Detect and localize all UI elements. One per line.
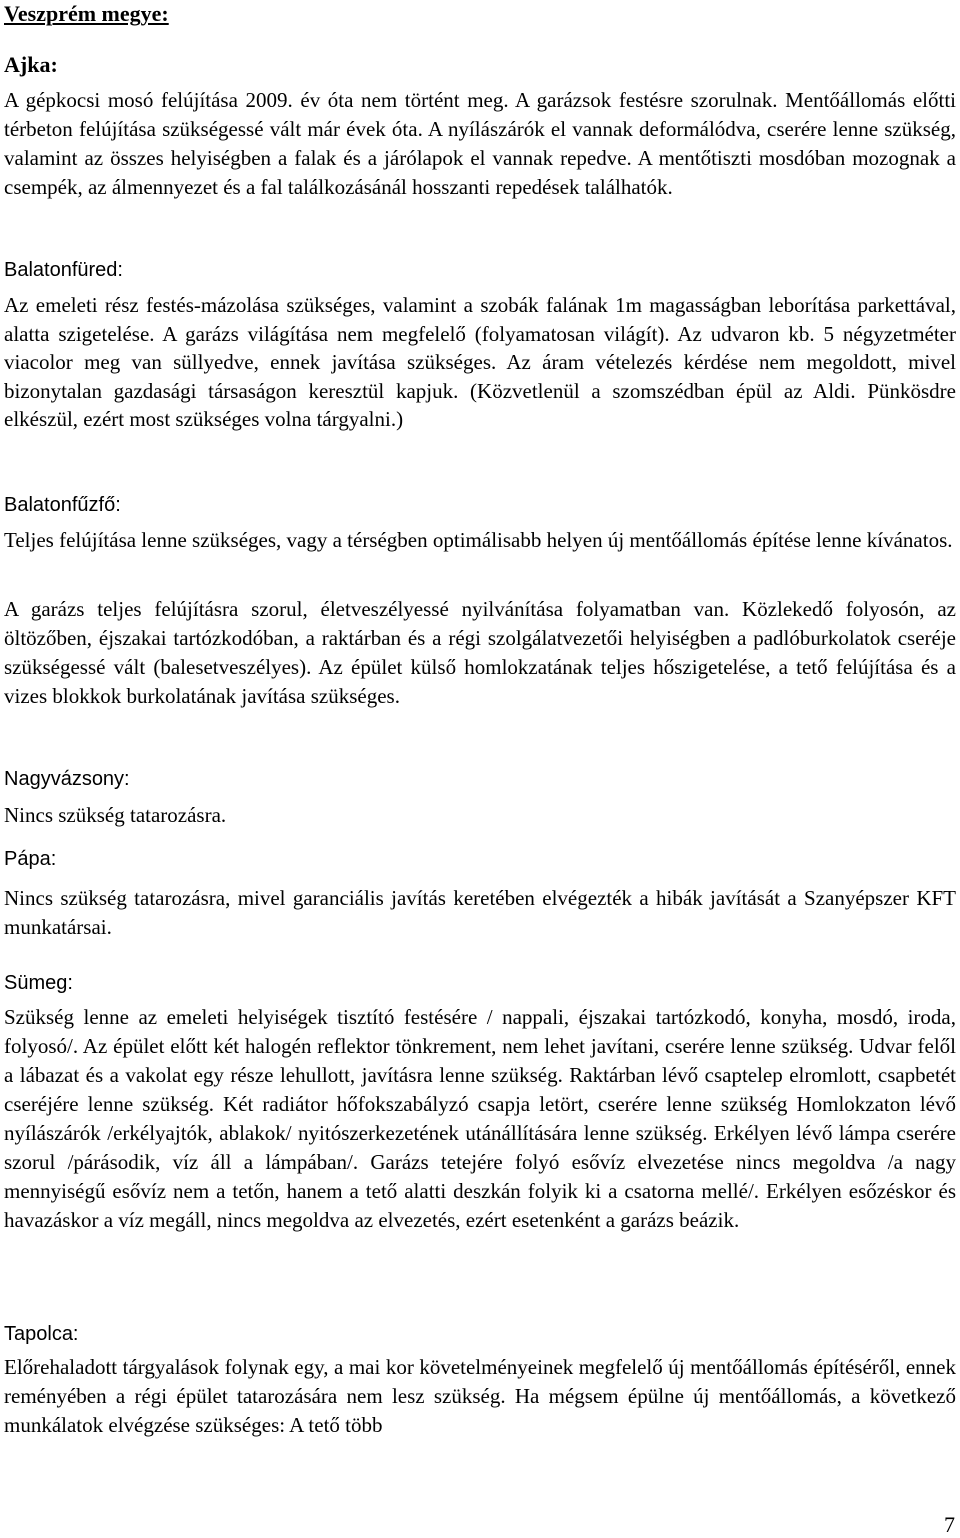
section-heading-ajka: Ajka: bbox=[4, 52, 58, 77]
section-heading-papa: Pápa: bbox=[4, 848, 57, 870]
section-paragraph-balatonfuzfo-1: Teljes felújítása lenne szükséges, vagy a térségben optimálisabb helyen új mentőállomás építése lenne kívánatos. bbox=[4, 528, 953, 552]
section-paragraph-balatonfured: Az emeleti rész festés-mázolása szükséges, valamint a szobák falának 1m magasságban leborítása parkettával, alatta szigetelése. A garázs világítása nem megfelelő (folyamatosan világít). Az udvaron kb. 5 négyzetméter viacolor meg van süllyedve, ennek javítása szükséges. Az áram vételezés kérdése nem megoldott, mivel bizonytalan gazdasági társaságon keresztül kapjuk. (Közvetlenül a szomszédban épül az Aldi. Pünkösdre elkészül, ezért most szükséges volna tárgyalni.) bbox=[4, 293, 956, 431]
page-number: 7 bbox=[944, 1512, 955, 1537]
section-paragraph-tapolca: Előrehaladott tárgyalások folynak egy, a mai kor követelményeinek megfelelő új mentőállomás építéséről, ennek reményében a régi épület tatarozására nem lesz szükség. Ha mégsem épülne új mentőállomás, a következő munkálatok elvégzése szükséges: A tető több bbox=[4, 1355, 956, 1437]
section-paragraph-sumeg: Szükség lenne az emeleti helyiségek tisztító festésére / nappali, éjszakai tartózkodó, konyha, mosdó, iroda, folyosó/. Az épület előtt két halogén reflektor tönkrement, nem lehet javítani, cserére lenne szükség. Udvar felől a lábazat és a vakolat egy része lehullott, javításra lenne szükség. Raktárban lévő csaptelep elromlott, csapbetét cseréjére lenne szükség. Két radiátor hőfokszabályzó csapja letört, cserére lenne szükség Homlokzaton lévő nyílászárók /erkélyajtók, ablakok/ nyitószerkezetének utánállítására lenne szükség. Erkélyen lévő lámpa cserére szorul /párásodik, víz áll a lámpában/. Garázs tetejére folyó esővíz elvezetése nincs megoldva /a nagy mennyiségű esővíz nem a tetőn, hanem a tető alatti deszkán folyik ki a csatorna mellé/. Erkélyen esőzéskor és havazáskor a víz megáll, nincs megoldva az elvezetés, ezért esetenként a garázs beázik. bbox=[4, 1005, 956, 1232]
section-paragraph-balatonfuzfo-2: A garázs teljes felújításra szorul, életveszélyessé nyilvánítása folyamatban van. Közlekedő folyosón, az öltözőben, éjszakai tartózkodóban, a raktárban és a régi szolgálatvezetői helyiségben a padlóburkolatok cseréje szükségessé vált (balesetveszélyes). Az épület külső homlokzatának teljes hőszigetelése, a tető felújítása és a vizes blokkok burkolatának javítása szükséges. bbox=[4, 597, 956, 708]
section-paragraph-papa: Nincs szükség tatarozásra, mivel garanciális javítás keretében elvégezték a hibák javítását a Szanyépszer KFT munkatársai. bbox=[4, 886, 956, 939]
section-heading-sumeg: Sümeg: bbox=[4, 972, 73, 994]
section-heading-balatonfuzfo: Balatonfűzfő: bbox=[4, 494, 121, 516]
section-heading-balatonfured: Balatonfüred: bbox=[4, 259, 123, 281]
section-heading-tapolca: Tapolca: bbox=[4, 1323, 79, 1345]
section-paragraph-nagyvazsony: Nincs szükség tatarozásra. bbox=[4, 803, 227, 827]
section-heading-nagyvazsony: Nagyvázsony: bbox=[4, 768, 130, 790]
document-title: Veszprém megye: bbox=[4, 1, 169, 26]
section-paragraph-ajka: A gépkocsi mosó felújítása 2009. év óta nem történt meg. A garázsok festésre szorulnak. Mentőállomás előtti térbeton felújítása szükségessé vált már évek óta. A nyílászárók el vannak deformálódva, cserére lenne szükség, valamint az összes helyiségben a falak és a járólapok el vannak repedve. A mentőtiszti mosdóban mozognak a csempék, az álmennyezet és a fal találkozásánál hosszanti repedések találhatók. bbox=[4, 88, 956, 199]
